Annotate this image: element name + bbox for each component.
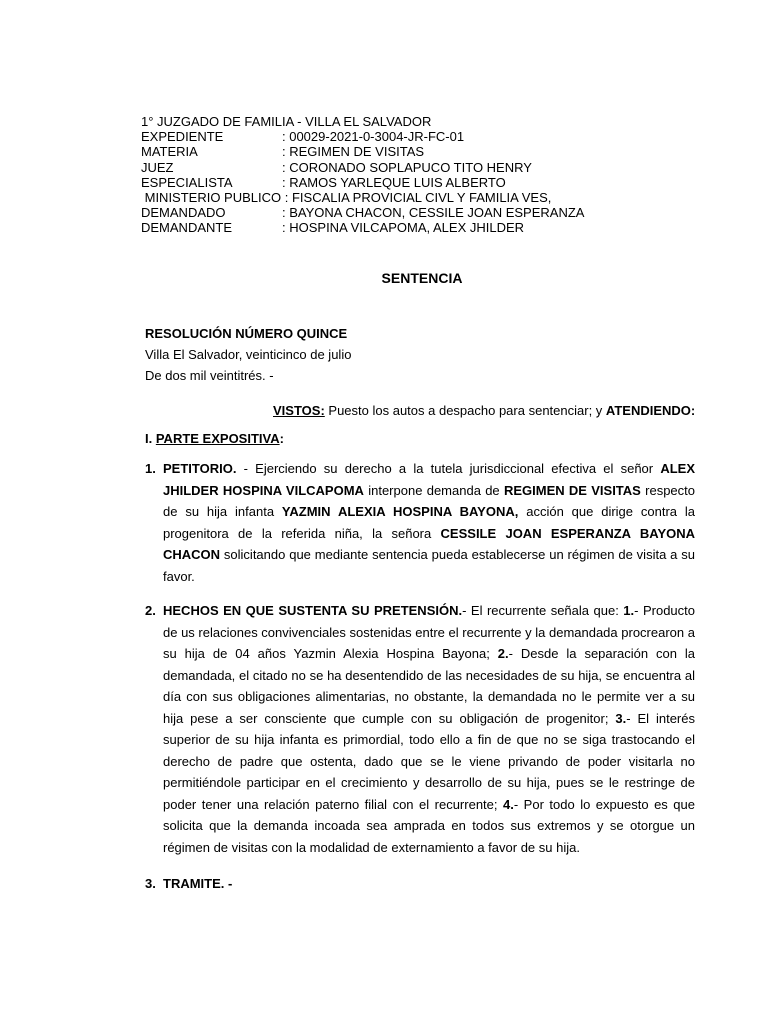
bold-text-run: YAZMIN ALEXIA HOSPINA BAYONA, — [281, 504, 519, 519]
text-run: acción que dirige contra la progenitora de la referida niña, la señora — [163, 504, 695, 541]
text-run: - Producto de us relaciones convivenciales sostenidas entre el recurrente y la demandada procrearon a su hija de 04 años Yazmin Alexia Hospina Bayona; — [163, 603, 695, 661]
bold-text-run: 1. — [623, 603, 635, 618]
header-value: : CORONADO SOPLAPUCO TITO HENRY — [282, 159, 532, 175]
text-run: respecto de su hija infanta — [163, 482, 696, 519]
header-value: : HOSPINA VILCAPOMA, ALEX JHILDER — [282, 220, 525, 236]
text-run: - Ejerciendo su derecho a la tutela jurisdiccional efectiva el señor — [236, 461, 661, 476]
vistos-text: Puesto los autos a despacho para sentenciar; y — [324, 403, 606, 418]
text-run: - Por todo lo expuesto es que solicita que la demanda incoada sea amprada en todos sus extremos y se otorgue un régimen de visitas con la modalidad de externamiento a favor de su hija. — [163, 796, 695, 855]
header-label: DEMANDANTE — [141, 220, 233, 236]
bold-text-run: 2. — [497, 646, 509, 661]
bold-text-run: PETITORIO. — [163, 461, 237, 476]
header-label: MATERIA — [141, 144, 198, 160]
vistos-line — [273, 403, 695, 418]
item-number: 2. — [145, 603, 156, 618]
bold-text-run: REGIMEN DE VISITAS — [503, 482, 641, 498]
item-body — [163, 458, 695, 587]
item-number: 1. — [145, 461, 156, 476]
vistos-label: VISTOS: — [273, 403, 325, 418]
document-title: SENTENCIA — [381, 270, 463, 286]
list-item — [145, 873, 695, 895]
header-row-materia — [141, 144, 584, 159]
case-header — [141, 114, 584, 236]
header-row-especialista — [141, 175, 584, 190]
bold-text-run: 4. — [503, 796, 514, 812]
bold-text-run: HECHOS EN QUE SUSTENTA SU PRETENSIÓN. — [163, 603, 463, 618]
item-number: 3. — [145, 876, 156, 891]
text-run: solicitando que mediante sentencia pueda establecerse un régimen de visita a su favor. — [163, 547, 695, 584]
bold-text-run: TRAMITE. - — [163, 876, 233, 891]
section-colon: : — [279, 431, 284, 446]
resolution-block — [145, 323, 351, 386]
header-label: EXPEDIENTE — [141, 129, 224, 145]
text-run: - El interés superior de su hija infanta es primordial, todo ello a fin de que no se siga trastocando el derecho de padre que ostenta, dado que se le viene privando de poder visitarla no permitiéndole participar en el crecimiento y desarrollo de su hija, pues se le restringe de poder tener una relación paterno filial con el recurrente; — [163, 710, 695, 812]
text-run: - El recurrente señala que: — [462, 603, 624, 618]
header-value: : REGIMEN DE VISITAS — [282, 144, 425, 160]
list-item — [145, 458, 695, 587]
section-heading — [145, 431, 284, 446]
header-label: ESPECIALISTA — [141, 174, 233, 190]
resolution-place-date: Villa El Salvador, veinticinco de julio — [145, 347, 352, 362]
header-value: : 00029-2021-0-3004-JR-FC-01 — [282, 129, 465, 145]
header-label: JUEZ — [141, 159, 174, 175]
bold-text-run: CESSILE JOAN ESPERANZA BAYONA CHACON — [163, 525, 696, 562]
text-run: - Desde la separación con la demandada, el citado no se ha desentendido de las necesidades de su hija, se encuentra al día con sus obligaciones alimentarias, no obstante, la demandada no le permite ver a su hija pese a ser consciente que cumple con su obligación de progenitor; — [163, 646, 695, 726]
header-row-demandante — [141, 220, 584, 235]
text-run: interpone demanda de — [363, 482, 504, 498]
court-name: 1° JUZGADO DE FAMILIA - VILLA EL SALVADOR — [141, 114, 432, 129]
section-label: PARTE EXPOSITIVA — [155, 431, 280, 446]
atendiendo-label: ATENDIENDO: — [605, 403, 696, 418]
item-body — [163, 873, 695, 895]
header-value: : RAMOS YARLEQUE LUIS ALBERTO — [282, 174, 506, 190]
header-row-expediente — [141, 129, 584, 144]
bold-text-run: 3. — [615, 710, 627, 726]
list-item — [145, 600, 695, 858]
resolution-year: De dos mil veintitrés. - — [145, 368, 274, 383]
item-body — [163, 600, 695, 858]
bold-text-run: ALEX JHILDER HOSPINA VILCAPOMA — [163, 461, 695, 498]
header-label: DEMANDADO — [141, 205, 226, 221]
header-value: : BAYONA CHACON, CESSILE JOAN ESPERANZA — [282, 205, 585, 221]
header-row-demandado — [141, 205, 584, 220]
header-row-juez — [141, 160, 584, 175]
section-prefix: I. — [145, 431, 156, 446]
resolution-number: RESOLUCIÓN NÚMERO QUINCE — [145, 326, 348, 341]
header-row-ministerio: MINISTERIO PUBLICO : FISCALIA PROVICIAL CIVL Y FAMILIA VES, — [141, 190, 552, 206]
